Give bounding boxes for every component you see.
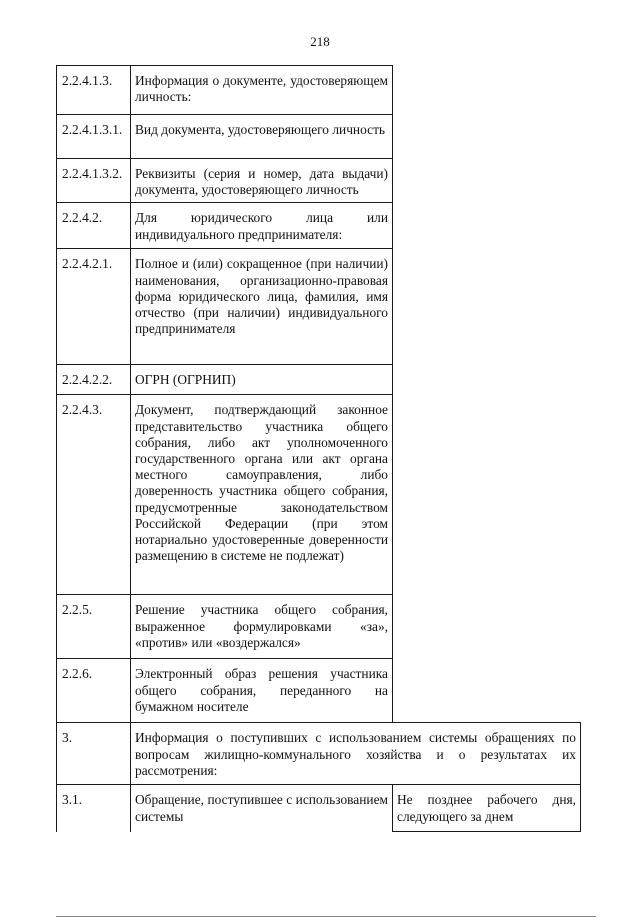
table-row <box>57 785 581 832</box>
row-number: 2.2.4.2.2. <box>57 365 131 395</box>
row-term <box>393 159 581 203</box>
row-number: 2.2.4.1.3. <box>57 66 131 115</box>
row-term <box>393 395 581 595</box>
page-bottom-divider <box>56 916 596 917</box>
row-description: Информация о документе, удостоверяющем личность: <box>131 66 393 115</box>
row-description: Решение участника общего собрания, выраженное формулировками «за», «против» или «воздержался» <box>131 595 393 659</box>
row-term <box>393 659 581 723</box>
row-number: 2.2.6. <box>57 659 131 723</box>
table-row <box>57 115 581 159</box>
row-number: 2.2.4.3. <box>57 395 131 595</box>
table-row <box>57 659 581 723</box>
row-term <box>393 595 581 659</box>
table-row <box>57 249 581 365</box>
row-term <box>393 365 581 395</box>
row-description: Обращение, поступившее с использованием системы <box>131 785 393 832</box>
row-description: Электронный образ решения участника общего собрания, переданного на бумажном носителе <box>131 659 393 723</box>
row-description: Информация о поступивших с использованием системы обращениях по вопросам жилищно-коммунального хозяйства и о результатах их рассмотрения: <box>131 723 581 785</box>
row-term <box>393 249 581 365</box>
table-row <box>57 723 581 785</box>
row-description: ОГРН (ОГРНИП) <box>131 365 393 395</box>
requirements-table <box>56 65 581 832</box>
row-term: Не позднее рабочего дня, следующего за днем <box>393 785 581 832</box>
row-number: 2.2.4.1.3.1. <box>57 115 131 159</box>
row-description: Полное и (или) сокращенное (при наличии) наименования, организационно-правовая форма юридического лица, фамилия, имя отчество (при наличии) индивидуального предпринимателя <box>131 249 393 365</box>
table-row <box>57 595 581 659</box>
row-term <box>393 66 581 115</box>
row-description: Документ, подтверждающий законное представительство участника общего собрания, либо акт уполномоченного государственного органа или акт органа местного самоуправления, либо доверенность участника общего собрания, предусмотренные законодательством Российской Федерации (при этом нотариально удостоверенные доверенности размещению в системе не подлежат) <box>131 395 393 595</box>
row-number: 2.2.4.2.1. <box>57 249 131 365</box>
table-row <box>57 159 581 203</box>
row-description: Реквизиты (серия и номер, дата выдачи) документа, удостоверяющего личность <box>131 159 393 203</box>
table-row <box>57 66 581 115</box>
table-row <box>57 395 581 595</box>
page-number: 218 <box>310 34 330 49</box>
row-number: 3. <box>57 723 131 785</box>
table-row <box>57 365 581 395</box>
row-term <box>393 115 581 159</box>
row-number: 2.2.4.2. <box>57 203 131 249</box>
row-term <box>393 203 581 249</box>
row-description: Вид документа, удостоверяющего личность <box>131 115 393 159</box>
row-number: 2.2.5. <box>57 595 131 659</box>
row-number: 3.1. <box>57 785 131 832</box>
row-description: Для юридического лица или индивидуального предпринимателя: <box>131 203 393 249</box>
table-row <box>57 203 581 249</box>
row-number: 2.2.4.1.3.2. <box>57 159 131 203</box>
